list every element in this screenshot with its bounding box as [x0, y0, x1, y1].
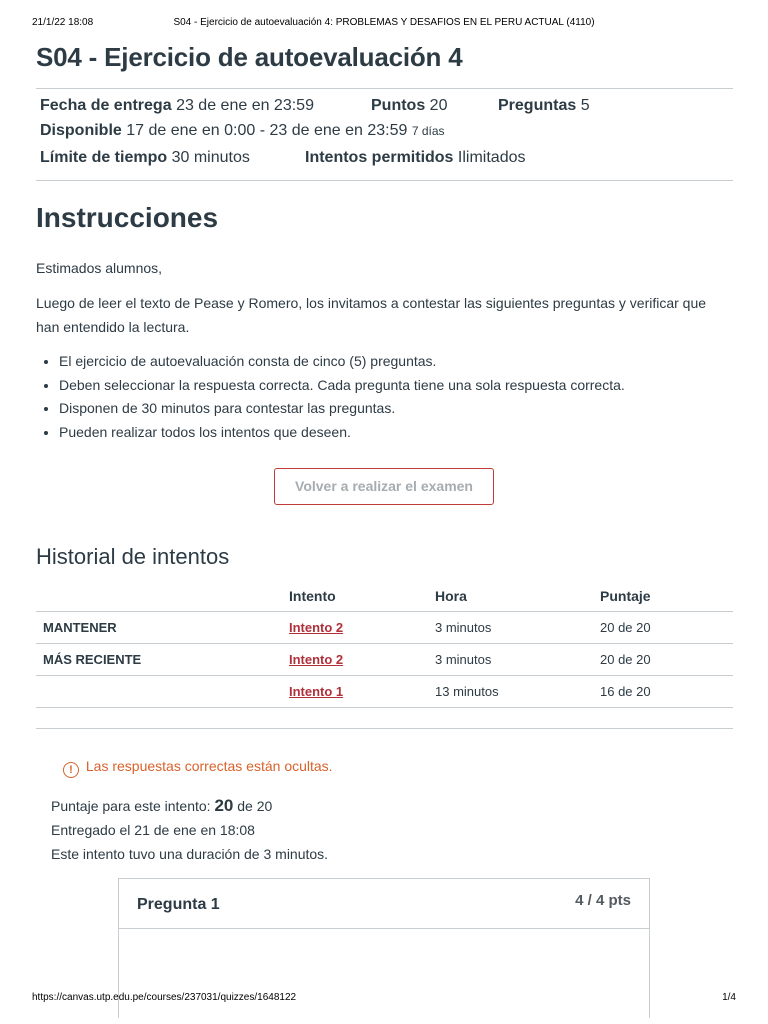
attempt-duration: Este intento tuvo una duración de 3 minutos.	[51, 846, 329, 862]
questions-value: 5	[580, 97, 590, 114]
points	[371, 97, 447, 115]
attempt-cell	[289, 612, 435, 644]
attempt-time: 3 minutos	[435, 644, 600, 676]
list-item: • Disponen de 30 minutos para contestar las preguntas.	[59, 397, 625, 421]
question-points: 4 / 4 pts	[575, 892, 631, 909]
table-row	[36, 644, 733, 676]
time-limit-value: 30 minutos	[171, 149, 250, 166]
attempt-status: MÁS RECIENTE	[36, 644, 289, 676]
attempt-cell	[289, 644, 435, 676]
warning-text: Las respuestas correctas están ocultas.	[85, 758, 333, 774]
column-header-time: Hora	[435, 580, 600, 612]
table-row	[36, 676, 733, 708]
attempt-link[interactable]: Intento 1	[289, 684, 344, 699]
attempts-value: Ilimitados	[457, 149, 526, 166]
due-date	[40, 97, 314, 115]
instructions-intro: Luego de leer el texto de Pease y Romero, los invitamos a contestar las siguientes preguntas y verificar que han entendido la lectura.	[36, 295, 707, 335]
availability	[40, 122, 445, 140]
list-item: • El ejercicio de autoevaluación consta de cinco (5) preguntas.	[59, 350, 625, 374]
score-label: Puntaje para este intento:	[51, 798, 211, 814]
print-date: 21/1/22 18:08	[32, 17, 94, 28]
available-days: 7 días	[411, 124, 445, 138]
column-header-score: Puntaje	[600, 580, 733, 612]
questions-count	[498, 97, 590, 115]
question-title: Pregunta 1	[137, 896, 220, 913]
attempt-status	[36, 676, 289, 708]
print-url: https://canvas.utp.edu.pe/courses/237031/quizzes/1648122	[32, 992, 297, 1003]
print-title: S04 - Ejercicio de autoevaluación 4: PROBLEMAS Y DESAFIOS EN EL PERU ACTUAL (4110)	[173, 17, 595, 28]
column-header-status	[36, 580, 289, 612]
questions-label: Preguntas	[498, 97, 577, 114]
attempt-link[interactable]: Intento 2	[289, 620, 344, 635]
print-footer	[32, 992, 736, 1006]
attempt-time: 3 minutos	[435, 612, 600, 644]
list-item: • Pueden realizar todos los intentos que deseen.	[59, 421, 625, 445]
attempt-history-table	[36, 580, 733, 708]
points-value: 20	[429, 97, 448, 114]
hidden-answers-notice	[63, 758, 333, 778]
divider	[36, 728, 733, 729]
instructions-greeting: Estimados alumnos,	[36, 260, 163, 276]
table-header-row	[36, 580, 733, 612]
attempt-link[interactable]: Intento 2	[289, 652, 344, 667]
attempt-score: 16 de 20	[600, 676, 733, 708]
attempt-time: 13 minutos	[435, 676, 600, 708]
allowed-attempts	[305, 149, 525, 167]
table-row	[36, 612, 733, 644]
instructions-heading: Instrucciones	[36, 202, 219, 233]
available-label: Disponible	[40, 122, 122, 139]
attempt-score-line	[51, 796, 272, 816]
print-page-number: 1/4	[722, 992, 736, 1003]
warning-icon: !	[63, 762, 79, 778]
available-value: 17 de ene en 0:00 - 23 de ene en 23:59	[126, 122, 408, 139]
divider	[36, 88, 733, 89]
divider	[36, 180, 733, 181]
attempt-status: MANTENER	[36, 612, 289, 644]
question-header	[119, 879, 649, 929]
score-value: 20	[214, 796, 234, 815]
time-limit	[40, 149, 250, 167]
time-limit-label: Límite de tiempo	[40, 149, 168, 166]
attempt-cell	[289, 676, 435, 708]
submitted-at: Entregado el 21 de ene en 18:08	[51, 822, 255, 838]
page-title: S04 - Ejercicio de autoevaluación 4	[36, 42, 463, 72]
due-value: 23 de ene en 23:59	[176, 97, 314, 114]
print-header	[32, 17, 736, 31]
instructions-list	[36, 350, 625, 444]
attempt-score: 20 de 20	[600, 644, 733, 676]
points-label: Puntos	[371, 97, 426, 114]
retake-quiz-button[interactable]: Volver a realizar el examen	[274, 468, 494, 505]
attempt-score: 20 de 20	[600, 612, 733, 644]
column-header-attempt: Intento	[289, 580, 435, 612]
history-heading: Historial de intentos	[36, 544, 230, 569]
attempts-label: Intentos permitidos	[305, 149, 454, 166]
list-item: • Deben seleccionar la respuesta correcta. Cada pregunta tiene una sola respuesta correcta.	[59, 374, 625, 398]
score-total: de 20	[237, 798, 273, 814]
due-label: Fecha de entrega	[40, 97, 172, 114]
